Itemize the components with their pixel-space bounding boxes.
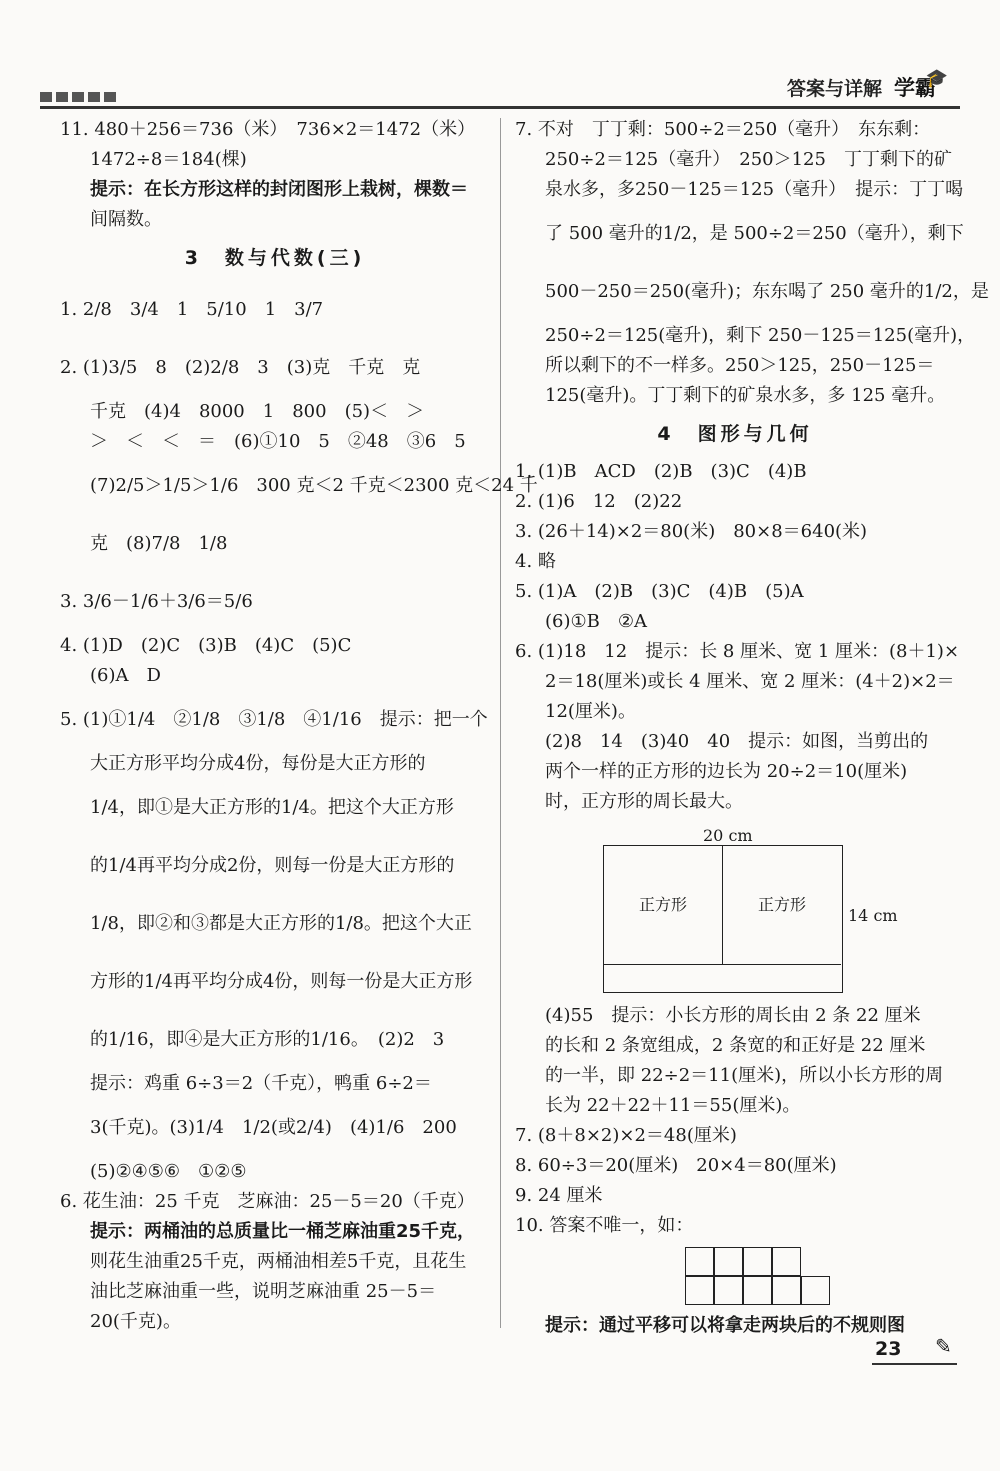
header-title: 答案与详解 bbox=[786, 78, 882, 100]
geo-answer-9: 9. 24 厘米 bbox=[515, 1185, 603, 1206]
answer-11-line2: 1472÷8＝184(棵) bbox=[90, 149, 247, 170]
answer-5-line10: (5)②④⑤⑥ ①②⑤ bbox=[90, 1161, 247, 1182]
answer-2-line3: ＞ ＜ ＜ ＝ (6)①10 5 ②48 ③6 5 bbox=[90, 431, 466, 452]
answer-4-line1: 4. (1)D (2)C (3)B (4)C (5)C bbox=[60, 635, 352, 656]
answer-5-line6: 方形的1/4再平均分成4份，则每一份是大正方形 bbox=[90, 971, 473, 992]
answer-7-line1: 7. 不对 丁丁剩：500÷2＝250（毫升） 东东剩： bbox=[515, 119, 931, 140]
block-grid-figure bbox=[685, 1247, 835, 1307]
rectangle-figure bbox=[603, 821, 933, 1001]
figure-square-right-label: 正方形 bbox=[757, 895, 806, 914]
geo-answer-10: 10. 答案不唯一，如： bbox=[515, 1215, 694, 1236]
answer-5-line7: 的1/16，即④是大正方形的1/16。 (2)2 3 bbox=[90, 1029, 445, 1050]
grid-cell bbox=[772, 1247, 801, 1276]
figure-width-label: 20 cm bbox=[703, 826, 753, 845]
grid-cell bbox=[801, 1276, 830, 1305]
answer-7-line7: 所以剩下的不一样多。250＞125，250－125＝ bbox=[545, 355, 935, 376]
column-divider bbox=[500, 118, 501, 1328]
geo-answer-6-line4: (2)8 14 (3)40 40 提示：如图，当剪出的 bbox=[545, 731, 929, 752]
grid-cell bbox=[772, 1276, 801, 1305]
geo-answer-3: 3. (26＋14)×2＝80(米) 80×8＝640(米) bbox=[515, 521, 868, 542]
header-brand: 学霸 bbox=[894, 76, 936, 100]
answer-5-line8: 提示：鸡重 6÷3＝2（千克），鸭重 6÷2＝ bbox=[90, 1073, 432, 1094]
grid-cell bbox=[714, 1276, 743, 1305]
section-title-3: 3 数与代数(三) bbox=[184, 247, 366, 269]
answer-6-line2: 提示：两桶油的总质量比一桶芝麻油重25千克， bbox=[90, 1221, 476, 1242]
answer-5-line1: 5. (1)①1/4 ②1/8 ③1/8 ④1/16 提示：把一个 bbox=[60, 709, 488, 730]
geo-answer-5-line2: (6)①B ②A bbox=[545, 611, 647, 632]
geo-answer-2: 2. (1)6 12 (2)22 bbox=[515, 491, 683, 512]
page-number-rule bbox=[872, 1363, 957, 1365]
geo-answer-6b-line1: (4)55 提示：小长方形的周长由 2 条 22 厘米 bbox=[545, 1005, 921, 1026]
grid-cell bbox=[714, 1247, 743, 1276]
answer-11-hint-line1: 提示：在长方形这样的封闭图形上栽树，棵数＝ bbox=[90, 179, 468, 200]
answer-11-hint-line2: 间隔数。 bbox=[90, 209, 162, 230]
answer-7-line8: 125(毫升)。丁丁剩下的矿泉水多，多 125 毫升。 bbox=[545, 385, 946, 406]
geo-answer-6-line1: 6. (1)18 12 提示：长 8 厘米、宽 1 厘米：(8＋1)× bbox=[515, 641, 960, 662]
answer-5-line4: 的1/4再平均分成2份，则每一份是大正方形的 bbox=[90, 855, 455, 876]
header-decoration bbox=[40, 92, 120, 102]
geo-answer-6-line2: 2＝18(厘米)或长 4 厘米、宽 2 厘米：(4＋2)×2＝ bbox=[545, 671, 955, 692]
grid-cell bbox=[743, 1247, 772, 1276]
figure-square-left-label: 正方形 bbox=[638, 895, 687, 914]
answer-2-line2: 千克 (4)4 8000 1 800 (5)＜ ＞ bbox=[90, 401, 425, 422]
figure-height-label: 14 cm bbox=[848, 906, 898, 925]
header-rule bbox=[40, 106, 960, 109]
answer-6-line4: 油比芝麻油重一些，说明芝麻油重 25－5＝ bbox=[90, 1281, 437, 1302]
answer-5-line9: 3(千克)。(3)1/4 1/2(或2/4) (4)1/6 200 bbox=[90, 1117, 457, 1138]
answer-6-line3: 则花生油重25千克，两桶油相差5千克，且花生 bbox=[90, 1251, 467, 1272]
right-column bbox=[515, 115, 989, 1341]
page-number: 23 bbox=[875, 1338, 902, 1360]
grid-cell bbox=[743, 1276, 772, 1305]
geo-answer-6b-line4: 长为 22＋22＋11＝55(厘米)。 bbox=[545, 1095, 801, 1116]
pencil-icon: ✎ bbox=[935, 1334, 952, 1358]
geo-answer-6-line3: 12(厘米)。 bbox=[545, 701, 636, 722]
answer-11-line1: 11. 480＋256＝736（米） 736×2＝1472（米） bbox=[60, 119, 476, 140]
answer-2-line5: 克 (8)7/8 1/8 bbox=[90, 533, 228, 554]
geo-answer-6-line6: 时，正方形的周长最大。 bbox=[545, 791, 743, 812]
geo-answer-6b-line3: 的一半，即 22÷2＝11(厘米)，所以小长方形的周 bbox=[545, 1065, 944, 1086]
answer-4-line2: (6)A D bbox=[90, 665, 161, 686]
answer-6-line5: 20(千克)。 bbox=[90, 1311, 181, 1332]
answer-7-line4: 了 500 毫升的1/2，是 500÷2＝250（毫升），剩下 bbox=[545, 223, 964, 244]
grid-cell bbox=[685, 1276, 714, 1305]
answer-1: 1. 2/8 3/4 1 5/10 1 3/7 bbox=[60, 299, 324, 320]
geo-answer-6-line5: 两个一样的正方形的边长为 20÷2＝10(厘米) bbox=[545, 761, 908, 782]
answer-5-line2: 大正方形平均分成4份，每份是大正方形的 bbox=[90, 753, 426, 774]
answer-7-line6: 250÷2＝125(毫升)，剩下 250－125＝125(毫升)， bbox=[545, 325, 976, 346]
answer-5-line3: 1/4，即①是大正方形的1/4。把这个大正方形 bbox=[90, 797, 454, 818]
figure-rectangle bbox=[603, 845, 843, 993]
answer-3: 3. 3/6－1/6＋3/6＝5/6 bbox=[60, 591, 253, 612]
geo-answer-6b-line2: 的长和 2 条宽组成，2 条宽的和正好是 22 厘米 bbox=[545, 1035, 926, 1056]
geo-answer-1: 1. (1)B ACD (2)B (3)C (4)B bbox=[515, 461, 807, 482]
section-title-4: 4 图形与几何 bbox=[657, 423, 813, 445]
answer-2-line4: (7)2/5＞1/5＞1/6 300 克＜2 千克＜2300 克＜24 千 bbox=[90, 475, 538, 496]
graduation-cap-icon: 🎓 bbox=[925, 68, 948, 89]
geo-answer-8: 8. 60÷3＝20(厘米) 20×4＝80(厘米) bbox=[515, 1155, 837, 1176]
grid-cell bbox=[685, 1247, 714, 1276]
answer-7-line5: 500－250＝250(毫升)；东东喝了 250 毫升的1/2，是 bbox=[545, 281, 989, 302]
answer-6-line1: 6. 花生油：25 千克 芝麻油：25－5＝20（千克） bbox=[60, 1191, 475, 1212]
geo-answer-4: 4. 略 bbox=[515, 551, 556, 572]
answer-7-line3: 泉水多，多250－125＝125（毫升） 提示：丁丁喝 bbox=[545, 179, 964, 200]
answer-7-line2: 250÷2＝125（毫升） 250＞125 丁丁剩下的矿 bbox=[545, 149, 952, 170]
answer-5-line5: 1/8，即②和③都是大正方形的1/8。把这个大正 bbox=[90, 913, 472, 934]
answer-2-line1: 2. (1)3/5 8 (2)2/8 3 (3)克 千克 克 bbox=[60, 357, 421, 378]
geo-answer-10-hint: 提示：通过平移可以将拿走两块后的不规则图 bbox=[545, 1315, 905, 1336]
geo-answer-7: 7. (8＋8×2)×2＝48(厘米) bbox=[515, 1125, 737, 1146]
geo-answer-5-line1: 5. (1)A (2)B (3)C (4)B (5)A bbox=[515, 581, 804, 602]
